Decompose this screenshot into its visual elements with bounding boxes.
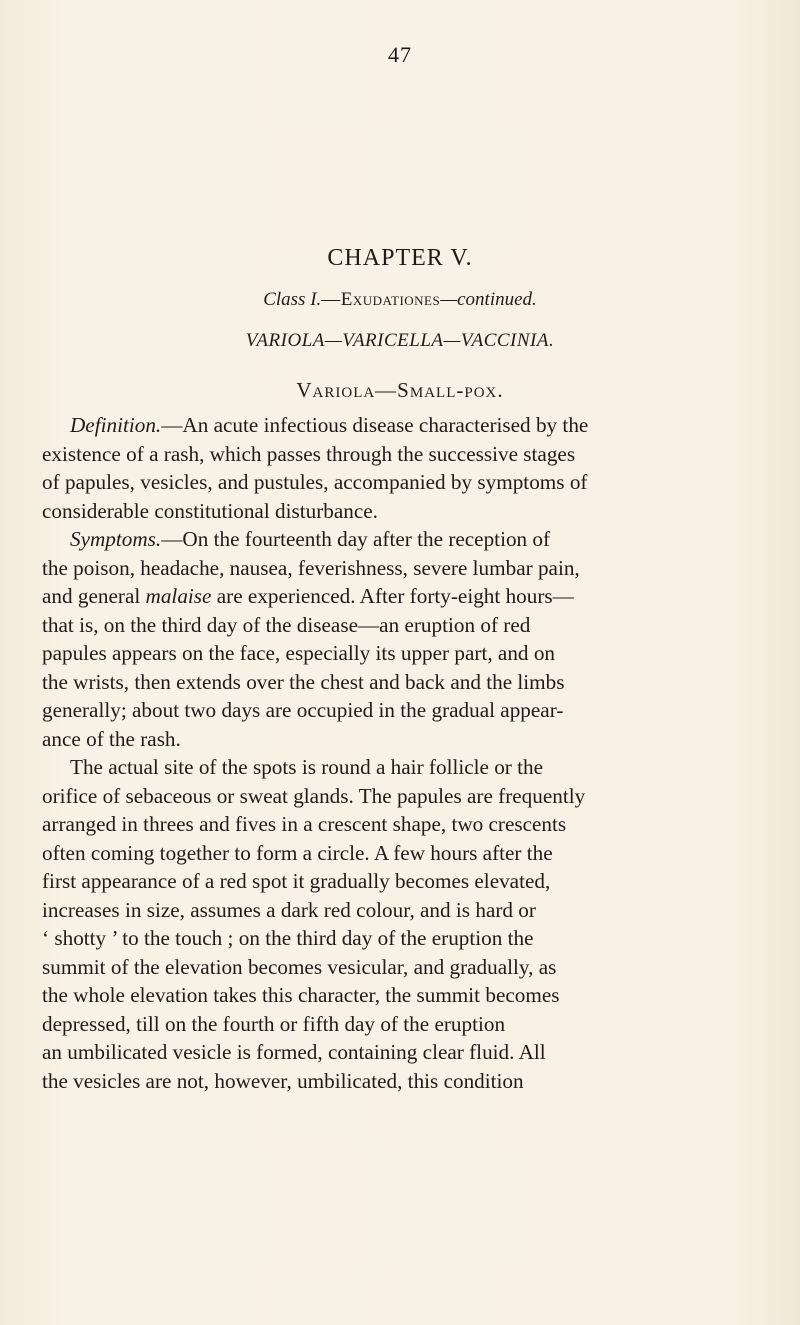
body-text [42,411,750,1095]
class-heading [0,289,800,311]
paragraph-heading: Symptoms. [70,527,162,551]
paragraph-heading: Definition. [70,413,162,437]
paragraph-line: the vesicles are not, however, umbilicated, this condition [42,1068,524,1093]
paragraph-line: the wrists, then extends over the chest and back and the limbs [42,669,565,694]
paragraph-line: ance of the rash. [42,726,181,751]
paragraph-line: arranged in threes and fives in a crescent shape, two crescents [42,812,567,836]
paragraph-text: are experienced. After forty-eight hours— [211,584,574,608]
paragraph-line: summit of the elevation becomes vesicular, and gradually, as [42,954,557,979]
paragraph-line [42,582,750,611]
paragraph-line: first appearance of a red spot it gradually becomes elevated, [42,869,551,893]
paragraph-line: increases in size, assumes a dark red colour, and is hard or [42,897,536,922]
paragraph-line: the poison, headache, nausea, feverishness, severe lumbar pain, [42,555,580,580]
disease-group-heading: VARIOLA—VARICELLA—VACCINIA. [245,330,555,351]
paragraph-text: and general [42,584,146,608]
paragraph-line: an umbilicated vesicle is formed, containing clear fluid. All [42,1040,546,1064]
paragraph-line: existence of a rash, which passes through the successive stages [42,441,576,466]
paragraph-line: of papules, vesicles, and pustules, accompanied by symptoms of [42,470,588,494]
paragraph-line: the whole elevation takes this character, the summit becomes [42,983,560,1007]
paragraph-line: often coming together to form a circle. A few hours after the [42,840,553,865]
emphasis-word: malaise [145,584,212,608]
class-suffix: —continued. [440,289,537,310]
paragraph-line: The actual site of the spots is round a hair follicle or the [70,755,544,779]
paragraph-text: —On the fourteenth day after the reception of [161,527,551,551]
paragraph-line: considerable constitutional disturbance. [42,498,378,523]
paragraph-text: —An acute infectious disease characterised by the [161,413,589,437]
paragraph-line [42,411,750,440]
section-title: Variola—Small-pox. [296,378,504,402]
paragraph-line: ‘ shotty ’ to the touch ; on the third day of the eruption the [42,926,534,950]
class-main: —Exudationes [321,289,441,310]
paragraph-line: papules appears on the face, especially its upper part, and on [42,641,556,665]
paragraph-line: depressed, till on the fourth or fifth day of the eruption [42,1011,506,1036]
class-prefix: Class I. [263,289,322,310]
chapter-title: CHAPTER V. [327,245,473,271]
paragraph-line: generally; about two days are occupied in the gradual appear- [42,698,564,722]
paragraph-line: orifice of sebaceous or sweat glands. The papules are frequently [42,783,586,808]
paragraph-line [42,525,750,554]
paragraph-line: that is, on the third day of the disease—an eruption of red [42,612,531,637]
page-number: 47 [388,42,412,67]
